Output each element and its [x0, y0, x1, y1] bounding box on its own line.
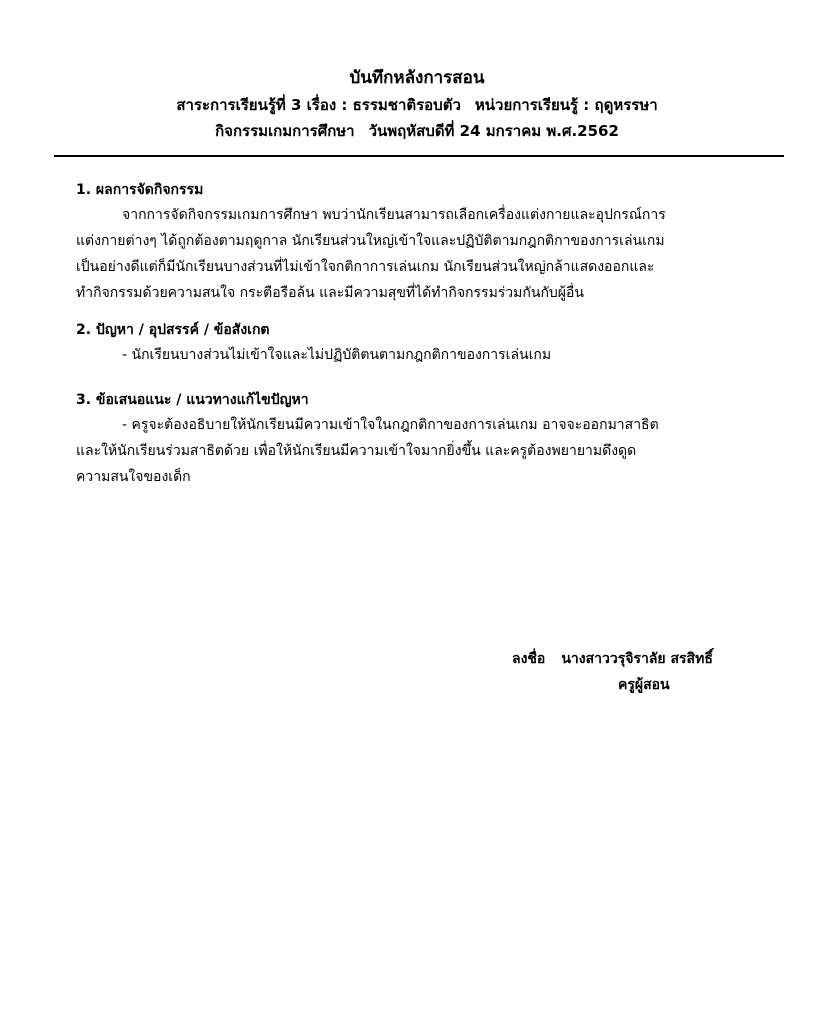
signer-name: นางสาววรุจิราลัย สรสิทธิ์: [561, 651, 713, 667]
section-body: [76, 202, 776, 306]
date-text: วันพฤหัสบดีที่ 24 มกราคม พ.ศ.2562: [368, 122, 619, 140]
document-header: [0, 64, 834, 144]
paragraph-line: ความสนใจของเด็ก: [76, 469, 191, 485]
paragraph-line: จากการจัดกิจกรรมเกมการศึกษา พบว่านักเรียนสามารถเลือกเครื่องแต่งกายและอุปกรณ์การ: [122, 207, 666, 223]
page-title: บันทึกหลังการสอน: [349, 68, 485, 88]
section-heading: 2. ปัญหา / อุปสรรค์ / ข้อสังเกต: [76, 322, 270, 338]
paragraph-line: ทำกิจกรรมด้วยความสนใจ กระตือรือล้น และมีความสุขที่ได้ทำกิจกรรมร่วมกันกับผู้อื่น: [76, 285, 584, 301]
signer-role: ครูผู้สอน: [618, 677, 670, 693]
section-body: [76, 412, 776, 490]
signature-label: ลงชื่อ: [512, 651, 546, 667]
activity-line: [0, 118, 834, 144]
paragraph-line: - ครูจะต้องอธิบายให้นักเรียนมีความเข้าใจในกฎกติกาของการเล่นเกม อาจจะออกมาสาธิต: [122, 417, 659, 433]
subject-line: [0, 92, 834, 118]
header-divider: [54, 155, 784, 157]
subject-text: สาระการเรียนรู้ที่ 3 เรื่อง : ธรรมชาติรอบตัว: [176, 96, 461, 114]
section-heading: 3. ข้อเสนอแนะ / แนวทางแก้ไขปัญหา: [76, 392, 309, 408]
activity-text: กิจกรรมเกมการศึกษา: [215, 122, 355, 140]
unit-text: หน่วยการเรียนรู้ : ฤดูหรรษา: [474, 96, 658, 114]
section-body: [76, 342, 776, 368]
section-problems: [76, 318, 776, 368]
paragraph-line: - นักเรียนบางส่วนไม่เข้าใจและไม่ปฏิบัติตนตามกฎกติกาของการเล่นเกม: [122, 347, 552, 363]
paragraph-line: และให้นักเรียนร่วมสาธิตด้วย เพื่อให้นักเรียนมีความเข้าใจมากยิ่งขึ้น และครูต้องพยายามดึงดูด: [76, 443, 637, 459]
signature-block: [512, 646, 713, 698]
section-heading: 1. ผลการจัดกิจกรรม: [76, 182, 204, 198]
paragraph-line: เป็นอย่างดีแต่ก็มีนักเรียนบางส่วนที่ไม่เข้าใจกติกาการเล่นเกม นักเรียนส่วนใหญ่กล้าแสดงออกและ: [76, 259, 655, 275]
section-suggestions: [76, 388, 776, 490]
signature-line: [512, 646, 713, 672]
paragraph-line: แต่งกายต่างๆ ได้ถูกต้องตามฤดูกาล นักเรียนส่วนใหญ่เข้าใจและปฏิบัติตามกฎกติกาของการเล่นเกม: [76, 233, 665, 249]
section-results: [76, 178, 776, 306]
